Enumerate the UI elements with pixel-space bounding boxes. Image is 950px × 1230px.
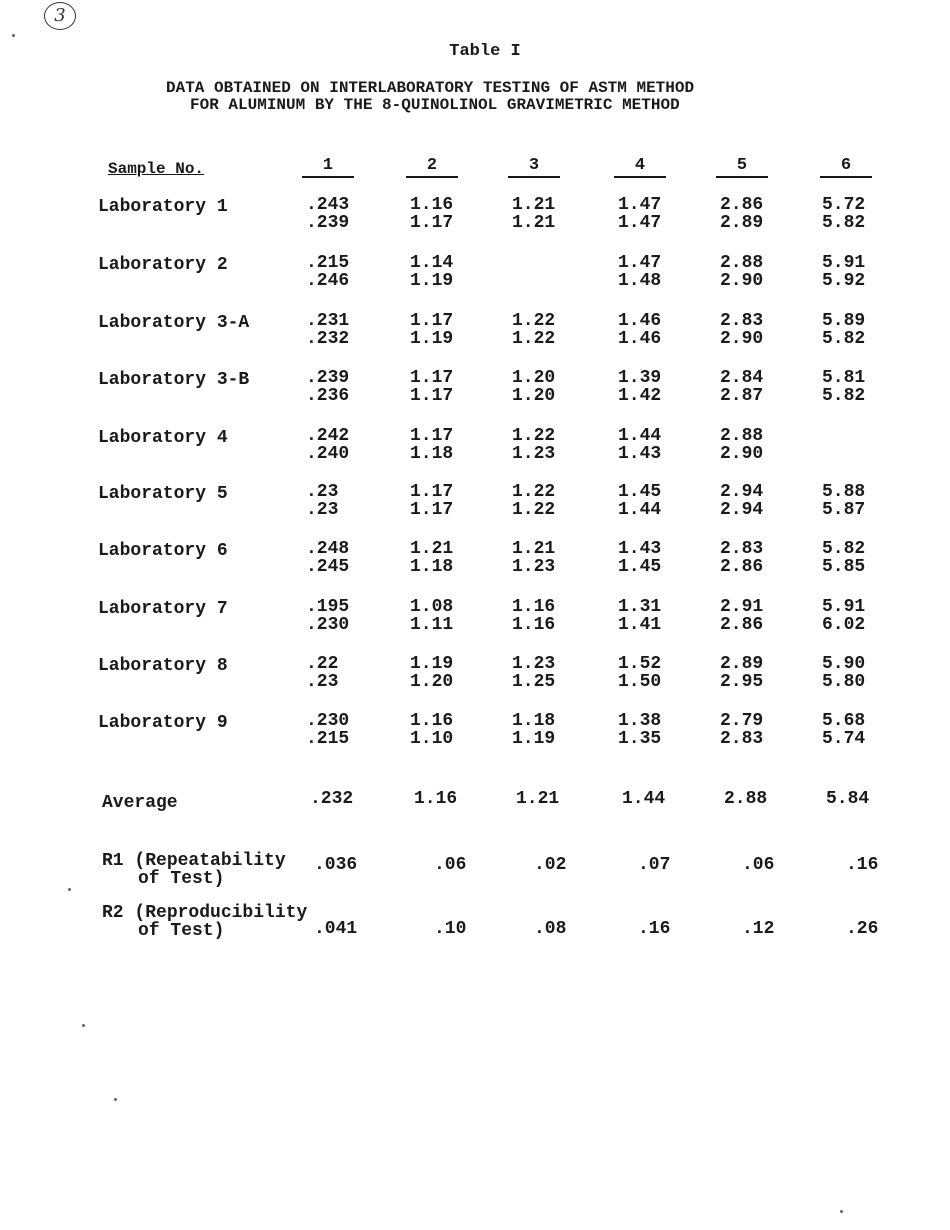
subtitle-line-1: DATA OBTAINED ON INTERLABORATORY TESTING OF ASTM METHOD [166, 79, 695, 97]
sample-value: 5.74 [822, 729, 866, 749]
sample-value: 1.46 [618, 329, 662, 349]
sample-value: 1.23 [512, 654, 556, 674]
sample-value: 1.45 [618, 482, 662, 502]
sample-value: 2.86 [720, 195, 764, 215]
sample-value: .236 [306, 386, 350, 406]
sample-value-pair [512, 655, 555, 691]
sample-value: 1.23 [512, 557, 556, 577]
sample-value: 5.91 [822, 253, 866, 273]
sample-value: 1.22 [512, 311, 556, 331]
sample-value: .230 [306, 711, 350, 731]
sample-value-pair [822, 655, 865, 691]
sample-value-pair [306, 540, 349, 576]
sample-value-pair [618, 540, 661, 576]
table-subtitle [166, 80, 806, 114]
sample-value: 5.82 [822, 386, 866, 406]
sample-value: 2.90 [720, 444, 764, 464]
sample-value-pair [822, 196, 865, 232]
sample-value-pair [618, 196, 661, 232]
sample-value: 1.47 [618, 195, 662, 215]
sample-value-pair [822, 540, 865, 576]
sample-value-pair [410, 196, 453, 232]
r1-value: .16 [846, 855, 879, 875]
r1-value: .02 [534, 855, 567, 875]
sample-value: 1.20 [410, 672, 454, 692]
sample-value: 1.17 [410, 368, 454, 388]
sample-value: 1.22 [512, 482, 556, 502]
row-label: Laboratory 1 [98, 197, 228, 217]
sample-value-pair [306, 655, 338, 691]
sample-value: 1.44 [618, 426, 662, 446]
column-header-number: 5 [736, 156, 748, 175]
sample-value: 1.16 [410, 711, 454, 731]
average-value: 1.16 [414, 789, 458, 809]
sample-value: 2.89 [720, 654, 764, 674]
average-value: .232 [310, 789, 354, 809]
row-label: Laboratory 8 [98, 656, 228, 676]
sample-value-pair [512, 196, 555, 232]
sample-value: 5.87 [822, 500, 866, 520]
sample-value: 1.38 [618, 711, 662, 731]
sample-value: 6.02 [822, 615, 866, 635]
sample-value: 5.82 [822, 329, 866, 349]
sample-value-pair [720, 427, 763, 463]
sample-value: 1.10 [410, 729, 454, 749]
sample-value: .230 [306, 615, 350, 635]
sample-value-pair [618, 483, 661, 519]
subtitle-line-2: FOR ALUMINUM BY THE 8-QUINOLINOL GRAVIMETRIC METHOD [190, 96, 680, 114]
sample-value: 1.45 [618, 557, 662, 577]
sample-value: 1.42 [618, 386, 662, 406]
sample-value: 1.17 [410, 500, 454, 520]
sample-value: 1.18 [410, 557, 454, 577]
sample-value: .239 [306, 213, 350, 233]
sample-value-pair [512, 598, 555, 634]
sample-value: .195 [306, 597, 350, 617]
sample-value-pair [822, 712, 865, 748]
column-header-underline [614, 176, 666, 178]
r2-value: .08 [534, 919, 567, 939]
sample-value: .240 [306, 444, 350, 464]
column-header-underline [302, 176, 354, 178]
sample-value: 1.19 [512, 729, 556, 749]
sample-value: 1.22 [512, 500, 556, 520]
sample-value-pair [306, 196, 349, 232]
average-label: Average [102, 793, 178, 813]
sample-value-pair [618, 712, 661, 748]
sample-value: .22 [306, 654, 339, 674]
column-header-2 [406, 156, 458, 178]
sample-value: 1.47 [618, 213, 662, 233]
sample-value: 1.18 [410, 444, 454, 464]
sample-value: 2.90 [720, 271, 764, 291]
sample-value: 1.21 [512, 195, 556, 215]
sample-value-pair [822, 598, 865, 634]
column-header-5 [716, 156, 768, 178]
sample-value: 1.21 [512, 539, 556, 559]
r2-value: .10 [434, 919, 467, 939]
sample-value: 1.19 [410, 329, 454, 349]
sample-value: 1.22 [512, 426, 556, 446]
sample-value-pair [618, 427, 661, 463]
row-label: Laboratory 2 [98, 255, 228, 275]
sample-value: 1.41 [618, 615, 662, 635]
sample-value-pair [410, 312, 453, 348]
sample-value-pair [306, 598, 349, 634]
sample-value-pair [306, 427, 349, 463]
sample-value-pair [720, 712, 763, 748]
sample-value-pair [410, 655, 453, 691]
sample-value: 2.91 [720, 597, 764, 617]
r1-label [102, 852, 286, 888]
sample-value-pair [720, 312, 763, 348]
column-header-underline [508, 176, 560, 178]
sample-value: 1.35 [618, 729, 662, 749]
sample-value: .215 [306, 253, 350, 273]
sample-value: 1.20 [512, 368, 556, 388]
column-header-number: 3 [528, 156, 540, 175]
sample-value: 5.81 [822, 368, 866, 388]
sample-value-pair [720, 196, 763, 232]
sample-value-pair [512, 427, 555, 463]
sample-value-pair [720, 655, 763, 691]
sample-value: 1.50 [618, 672, 662, 692]
r2-value: .12 [742, 919, 775, 939]
sample-value-pair [822, 254, 865, 290]
row-label: Laboratory 4 [98, 428, 228, 448]
sample-value-pair [618, 312, 661, 348]
sample-value-pair [720, 483, 763, 519]
row-label: Laboratory 3-B [98, 370, 250, 390]
sample-value: 5.72 [822, 195, 866, 215]
scan-speck [840, 1210, 843, 1213]
row-label: Laboratory 3-A [98, 313, 250, 333]
r2-label [102, 904, 307, 940]
sample-value: .231 [306, 311, 350, 331]
sample-value: 1.19 [410, 654, 454, 674]
column-header-underline [716, 176, 768, 178]
r2-value: .16 [638, 919, 671, 939]
sample-value: 5.82 [822, 539, 866, 559]
sample-value: 1.17 [410, 311, 454, 331]
sample-value-pair [618, 655, 661, 691]
sample-value: .23 [306, 500, 339, 520]
sample-value: 1.43 [618, 539, 662, 559]
r1-value: .036 [314, 855, 358, 875]
sample-value: .23 [306, 672, 339, 692]
column-header-3 [508, 156, 560, 178]
sample-value: 2.83 [720, 539, 764, 559]
sample-value: .232 [306, 329, 350, 349]
sample-value: 2.83 [720, 311, 764, 331]
sample-value: 1.22 [512, 329, 556, 349]
sample-value: 2.95 [720, 672, 764, 692]
row-label: Laboratory 7 [98, 599, 228, 619]
sample-value-pair [512, 540, 555, 576]
sample-value-pair [410, 427, 453, 463]
sample-value: 1.31 [618, 597, 662, 617]
sample-value: 1.19 [410, 271, 454, 291]
sample-value-pair [618, 598, 661, 634]
sample-value-pair [512, 483, 555, 519]
table-title: Table I [449, 42, 521, 61]
sample-value: 2.94 [720, 482, 764, 502]
scan-speck [114, 1098, 117, 1101]
sample-value: 5.90 [822, 654, 866, 674]
sample-value-pair [306, 312, 349, 348]
r1-text: (Repeatability [123, 851, 286, 871]
r2-text: (Reproducibility [123, 903, 308, 923]
row-label: Laboratory 9 [98, 713, 228, 733]
sample-value-pair [512, 369, 555, 405]
sample-value: .246 [306, 271, 350, 291]
r2-symbol: R2 [102, 903, 124, 923]
sample-value: 1.17 [410, 213, 454, 233]
sample-value-pair [410, 540, 453, 576]
column-header-number: 6 [840, 156, 852, 175]
sample-value: 1.44 [618, 500, 662, 520]
r2-value: .26 [846, 919, 879, 939]
sample-value: 1.17 [410, 482, 454, 502]
sample-value: 1.11 [410, 615, 454, 635]
sample-value: 1.20 [512, 386, 556, 406]
sample-value: 2.88 [720, 253, 764, 273]
average-value: 2.88 [724, 789, 768, 809]
column-header-underline [406, 176, 458, 178]
sample-value: .242 [306, 426, 350, 446]
column-header-number: 4 [634, 156, 646, 175]
sample-value-pair [822, 369, 865, 405]
sample-value-pair [410, 598, 453, 634]
sample-value: 2.84 [720, 368, 764, 388]
column-header-number: 1 [322, 156, 334, 175]
sample-value: 5.82 [822, 213, 866, 233]
r1-value: .07 [638, 855, 671, 875]
sample-value: 1.48 [618, 271, 662, 291]
r1-text: of Test) [138, 869, 225, 889]
sample-value: 5.92 [822, 271, 866, 291]
sample-value-pair [410, 712, 453, 748]
scan-speck [68, 888, 71, 891]
sample-value-pair [720, 540, 763, 576]
sample-value-pair [410, 254, 453, 290]
sample-value: 5.91 [822, 597, 866, 617]
sample-value: 1.47 [618, 253, 662, 273]
sample-value: 1.21 [410, 539, 454, 559]
sample-value-pair [306, 483, 338, 519]
sample-value: 1.39 [618, 368, 662, 388]
sample-value-pair [306, 254, 349, 290]
sample-value: 2.88 [720, 426, 764, 446]
sample-value: 1.25 [512, 672, 556, 692]
sample-value: 1.17 [410, 386, 454, 406]
sample-value-pair [410, 369, 453, 405]
sample-value: 5.89 [822, 311, 866, 331]
sample-value: 1.18 [512, 711, 556, 731]
row-label: Laboratory 5 [98, 484, 228, 504]
column-header-underline [820, 176, 872, 178]
r2-value: .041 [314, 919, 358, 939]
average-value: 1.44 [622, 789, 666, 809]
sample-value-pair [618, 254, 661, 290]
sample-value: 1.14 [410, 253, 454, 273]
sample-value: 1.46 [618, 311, 662, 331]
column-header-number: 2 [426, 156, 438, 175]
sample-value: 2.89 [720, 213, 764, 233]
r1-value: .06 [742, 855, 775, 875]
sample-value-pair [720, 369, 763, 405]
sample-value: 1.43 [618, 444, 662, 464]
sample-value: 2.90 [720, 329, 764, 349]
sample-value: 5.68 [822, 711, 866, 731]
scan-speck [82, 1024, 85, 1027]
column-header-6 [820, 156, 872, 178]
sample-value: .245 [306, 557, 350, 577]
sample-value: 5.80 [822, 672, 866, 692]
sample-value: 2.86 [720, 615, 764, 635]
r1-symbol: R1 [102, 851, 124, 871]
column-header-4 [614, 156, 666, 178]
sample-value-pair [618, 369, 661, 405]
page-mark: 3 [44, 2, 76, 30]
sample-value: 2.86 [720, 557, 764, 577]
sample-header: Sample No. [108, 160, 205, 178]
sample-value-pair [306, 369, 349, 405]
sample-value-pair [512, 312, 555, 348]
sample-value: .215 [306, 729, 350, 749]
column-header-1 [302, 156, 354, 178]
sample-value: .248 [306, 539, 350, 559]
sample-value: .239 [306, 368, 350, 388]
sample-value: 5.88 [822, 482, 866, 502]
sample-value-pair [306, 712, 349, 748]
r2-text: of Test) [138, 921, 225, 941]
sample-value-pair [822, 483, 865, 519]
scan-speck [12, 34, 15, 37]
sample-value: 2.83 [720, 729, 764, 749]
sample-value-pair [720, 254, 763, 290]
sample-value: 2.87 [720, 386, 764, 406]
row-label: Laboratory 6 [98, 541, 228, 561]
sample-value: 2.94 [720, 500, 764, 520]
sample-value: 5.85 [822, 557, 866, 577]
sample-value: 1.08 [410, 597, 454, 617]
sample-value: 1.16 [512, 597, 556, 617]
sample-value-pair [822, 312, 865, 348]
sample-value: 1.17 [410, 426, 454, 446]
sample-value: 1.52 [618, 654, 662, 674]
sample-value: .243 [306, 195, 350, 215]
sample-value: 1.16 [410, 195, 454, 215]
sample-value-pair [720, 598, 763, 634]
sample-value: 1.21 [512, 213, 556, 233]
sample-value: 2.79 [720, 711, 764, 731]
sample-value: 1.16 [512, 615, 556, 635]
average-value: 1.21 [516, 789, 560, 809]
sample-value: 1.23 [512, 444, 556, 464]
average-value: 5.84 [826, 789, 870, 809]
sample-value-pair [410, 483, 453, 519]
sample-value-pair [512, 712, 555, 748]
r1-value: .06 [434, 855, 467, 875]
sample-value: .23 [306, 482, 339, 502]
